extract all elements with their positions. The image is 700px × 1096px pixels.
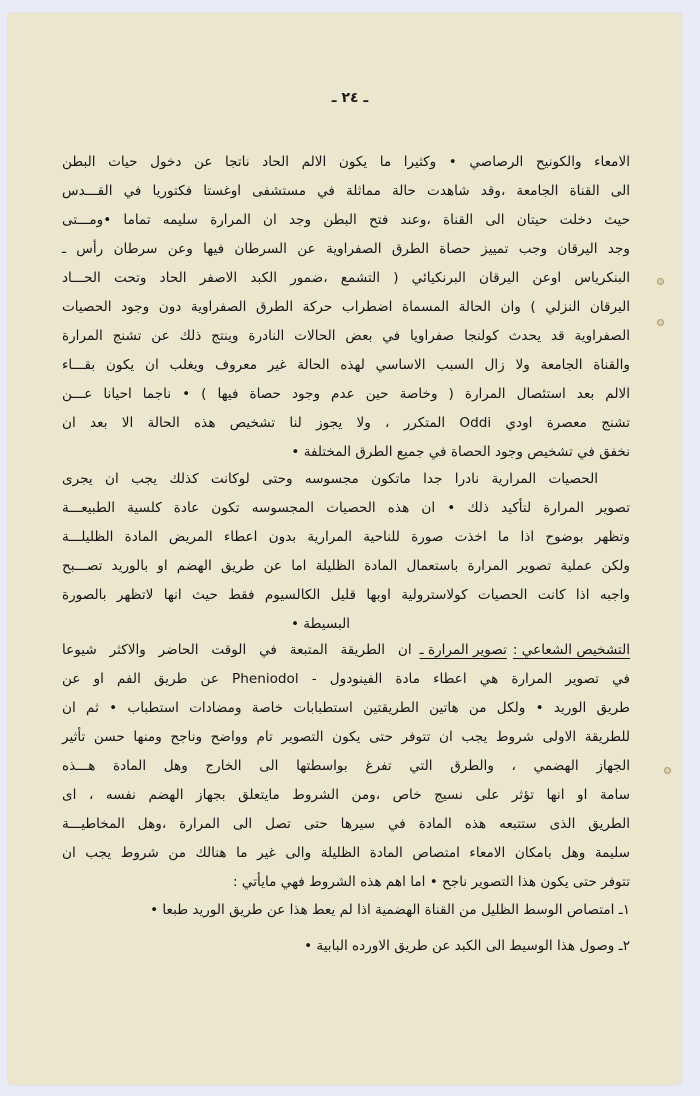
text-line: نخفق في تشخيص وجود الحصاة في جميع الطرق المختلفة • — [291, 444, 630, 460]
paragraph-1 — [62, 148, 630, 467]
text-line: سامة او انها تؤثر على نسيج خاص ،ومن الشروط مايتعلق بجهاز الهضم نفسه ، اى — [62, 787, 630, 803]
text-line: تتوفر حتى يكون هذا التصوير ناجح • اما اهم هذه الشروط فهي مايأتي : — [233, 874, 630, 890]
text-line: حيث دخلت حيتان الى القناة ،وعند فتح البطن وجد ان المرارة سليمه تماما •ومـــتى — [62, 212, 630, 228]
text-line: الالم بعد استئصال المرارة ( وخاصة حين عدم وجود حصاة فيها ) • ناجما احيانا عـــن — [62, 386, 630, 402]
text-line: الى القناة الجامعة ،وقد شاهدت حالة مماثلة في مستشفى اوغستا فكتوريا في القـــدس — [62, 183, 630, 199]
punch-hole-3 — [664, 767, 671, 774]
punch-hole-2 — [657, 319, 664, 326]
text-line: والقناة الجامعة ولا زال السبب الاساسي لهذه الحالة غير معروف ويغلب ان يكون بقـــاء — [62, 357, 630, 373]
text-line: الطريق الذى ستتبعه هذه المادة في سيرها حتى تصل الى المرارة ،وهل المخاطيـــة — [62, 816, 630, 832]
paragraph-3 — [62, 636, 630, 897]
text-line: البسيطة • — [290, 616, 350, 632]
text-line: اليرقان النزلي ) وان الحالة المسماة اضطراب حركة الطرق الصفراوية دون وجود الحصيات — [62, 299, 630, 315]
text-line: ولكن عملية تصوير المرارة باستعمال المادة الظليلة اما عن طريق الهضم او بالوريد تصـــبح — [62, 558, 630, 574]
text-line: في تصوير المرارة هي اعطاء مادة الفينودول - Pheniodol عن طريق الفم او عن — [62, 671, 630, 687]
text-span: ان الطريقة المتبعة في الوقت الحاضر والاكثر شيوعا — [62, 642, 412, 658]
text-line: الحصيات المرارية نادرا جدا ماتكون مجسوسه وحتى لوكانت كذلك يجب ان يجرى — [62, 471, 598, 487]
text-line: وتظهر بوضوح اذا ما اخذت صورة للناحية المرارية بدون اعطاء المريض المادة الظليلـــة — [62, 529, 630, 545]
text-line: طريق الوريد • ولكل من هاتين الطريقتين استطبابات خاصة ومضادات استطباب • ثم ان — [62, 700, 630, 716]
paragraph-2 — [62, 465, 630, 639]
text-line: تشنج معصرة اودي Oddi المتكرر ، ولا يجوز لنا تشخيص هذه الحالة الا بعد ان — [62, 415, 630, 431]
heading-line — [62, 636, 630, 665]
text-line: الجهاز الهضمي ، والطرق التي تفرغ بواسطتها الى الخارج وهل المادة هـــذه — [62, 758, 630, 774]
list-item-1: ١ـ امتصاص الوسط الظليل من القناة الهضمية اذا لم يعط هذا عن طريق الوريد طبعا • — [150, 902, 630, 918]
text-line: الامعاء والكونيح الرصاصي • وكثيرا ما يكون الالم الحاد ناتجا عن دخول حيات البطن — [62, 154, 630, 170]
text-line: تصوير المرارة لتأكيد ذلك • ان هذه الحصيات المجسوسه تكون عادة كلسية الطبيعـــة — [62, 500, 630, 516]
text-line: واجبه اذا كانت الحصيات كولاسترولية اوبها قليل الكالسيوم فقط حيث انها لاتظهر بالصورة — [62, 587, 630, 603]
text-line: للطريقة الاولى شروط يجب ان تتوفر حتى يكون التصوير تام وواضح وناجح ومنها حسن تأثير — [62, 729, 630, 745]
punch-hole-1 — [657, 278, 664, 285]
text-line: سليمة وهل بامكان الامعاء امتصاص المادة الظليلة والى غير ما هنالك من شروط يجب ان — [62, 845, 630, 861]
section-heading: التشخيص الشعاعي : — [512, 642, 630, 658]
text-line: وجد اليرقان وجب تمييز حصاة الطرق الصفراوية عن السرطان فيها وعن سرطان رأس ـ — [62, 241, 630, 257]
page-number: ـ ٢٤ ـ — [331, 90, 369, 106]
section-subheading: تصوير المرارة ـ — [419, 642, 507, 658]
text-line: الصفراوية قد يحدث كولنجا صفراويا في بعض الحالات النادرة وينتج ذلك عن تشنج المرارة — [62, 328, 630, 344]
list-item-2: ٢ـ وصول هذا الوسيط الى الكبد عن طريق الاورده البابية • — [304, 938, 630, 954]
conditions-list — [62, 896, 630, 961]
text-line: البنكرياس اوعن اليرقان البرنكيائي ( التشمع ،ضمور الكبد الاصفر الحاد وتحت الحـــاد — [62, 270, 630, 286]
